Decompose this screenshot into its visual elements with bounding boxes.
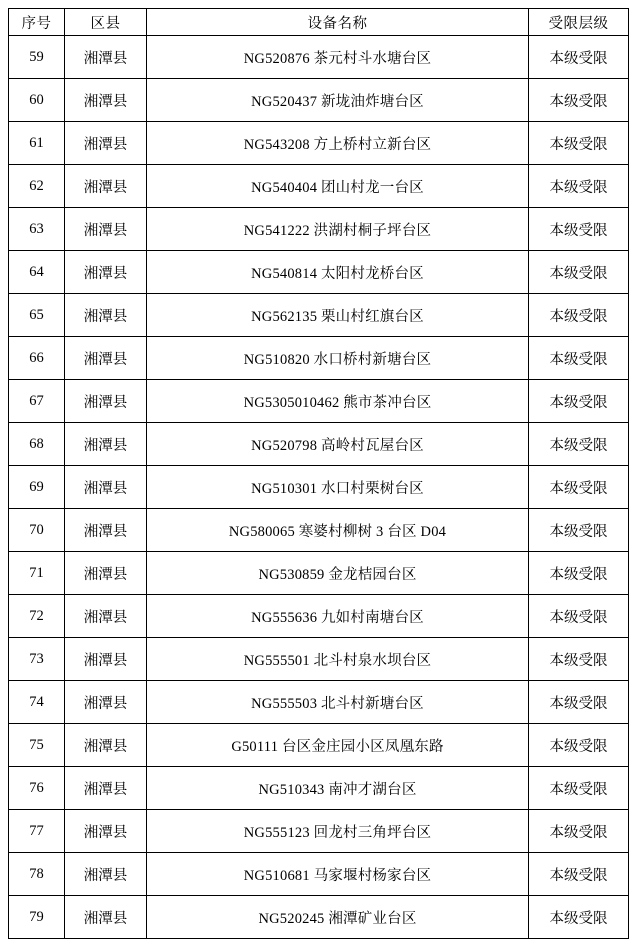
cell-restriction-level: 本级受限 xyxy=(529,165,629,208)
cell-sequence: 62 xyxy=(9,165,65,208)
cell-district: 湘潭县 xyxy=(65,380,147,423)
table-row xyxy=(9,552,629,595)
cell-restriction-level: 本级受限 xyxy=(529,638,629,681)
cell-sequence: 68 xyxy=(9,423,65,466)
cell-sequence: 59 xyxy=(9,36,65,79)
cell-district: 湘潭县 xyxy=(65,466,147,509)
cell-restriction-level: 本级受限 xyxy=(529,552,629,595)
cell-sequence: 71 xyxy=(9,552,65,595)
table-row xyxy=(9,294,629,337)
cell-district: 湘潭县 xyxy=(65,595,147,638)
cell-device-name: NG520876 茶元村斗水塘台区 xyxy=(147,36,529,79)
cell-restriction-level: 本级受限 xyxy=(529,79,629,122)
table-row xyxy=(9,595,629,638)
cell-sequence: 67 xyxy=(9,380,65,423)
cell-district: 湘潭县 xyxy=(65,681,147,724)
cell-restriction-level: 本级受限 xyxy=(529,853,629,896)
table-header-row xyxy=(9,9,629,36)
cell-district: 湘潭县 xyxy=(65,552,147,595)
cell-device-name: NG562135 栗山村红旗台区 xyxy=(147,294,529,337)
cell-district: 湘潭县 xyxy=(65,638,147,681)
cell-restriction-level: 本级受限 xyxy=(529,208,629,251)
table-row xyxy=(9,681,629,724)
column-header-sequence: 序号 xyxy=(9,9,65,36)
cell-device-name: NG540814 太阳村龙桥台区 xyxy=(147,251,529,294)
cell-device-name: NG540404 团山村龙一台区 xyxy=(147,165,529,208)
table-row xyxy=(9,509,629,552)
cell-device-name: NG510681 马家堰村杨家台区 xyxy=(147,853,529,896)
cell-device-name: NG580065 寒婆村柳树 3 台区 D04 xyxy=(147,509,529,552)
cell-restriction-level: 本级受限 xyxy=(529,122,629,165)
cell-restriction-level: 本级受限 xyxy=(529,767,629,810)
table-row xyxy=(9,423,629,466)
table-row xyxy=(9,896,629,939)
cell-sequence: 72 xyxy=(9,595,65,638)
cell-device-name: NG555636 九如村南塘台区 xyxy=(147,595,529,638)
cell-sequence: 77 xyxy=(9,810,65,853)
cell-device-name: NG5305010462 熊市茶冲台区 xyxy=(147,380,529,423)
table-row xyxy=(9,466,629,509)
restricted-devices-table xyxy=(8,8,629,939)
cell-restriction-level: 本级受限 xyxy=(529,595,629,638)
cell-district: 湘潭县 xyxy=(65,337,147,380)
table-row xyxy=(9,724,629,767)
table-row xyxy=(9,767,629,810)
table-row xyxy=(9,853,629,896)
table-row xyxy=(9,380,629,423)
table-header xyxy=(9,9,629,36)
cell-restriction-level: 本级受限 xyxy=(529,337,629,380)
column-header-district: 区县 xyxy=(65,9,147,36)
cell-district: 湘潭县 xyxy=(65,36,147,79)
cell-device-name: NG510820 水口桥村新塘台区 xyxy=(147,337,529,380)
table-row xyxy=(9,165,629,208)
cell-district: 湘潭县 xyxy=(65,509,147,552)
cell-sequence: 63 xyxy=(9,208,65,251)
cell-device-name: NG555503 北斗村新塘台区 xyxy=(147,681,529,724)
cell-restriction-level: 本级受限 xyxy=(529,509,629,552)
table-row xyxy=(9,638,629,681)
table-row xyxy=(9,810,629,853)
table-row xyxy=(9,251,629,294)
cell-restriction-level: 本级受限 xyxy=(529,380,629,423)
cell-district: 湘潭县 xyxy=(65,896,147,939)
cell-device-name: G50111 台区金庄园小区凤凰东路 xyxy=(147,724,529,767)
table-row xyxy=(9,79,629,122)
cell-district: 湘潭县 xyxy=(65,165,147,208)
table-body xyxy=(9,36,629,939)
cell-sequence: 64 xyxy=(9,251,65,294)
cell-restriction-level: 本级受限 xyxy=(529,294,629,337)
cell-sequence: 61 xyxy=(9,122,65,165)
cell-district: 湘潭县 xyxy=(65,208,147,251)
cell-restriction-level: 本级受限 xyxy=(529,36,629,79)
cell-device-name: NG555123 回龙村三角坪台区 xyxy=(147,810,529,853)
cell-device-name: NG520245 湘潭矿业台区 xyxy=(147,896,529,939)
cell-device-name: NG520437 新垅油炸塘台区 xyxy=(147,79,529,122)
cell-district: 湘潭县 xyxy=(65,294,147,337)
table-row xyxy=(9,337,629,380)
cell-district: 湘潭县 xyxy=(65,122,147,165)
cell-sequence: 65 xyxy=(9,294,65,337)
cell-district: 湘潭县 xyxy=(65,767,147,810)
cell-sequence: 73 xyxy=(9,638,65,681)
cell-sequence: 75 xyxy=(9,724,65,767)
cell-sequence: 76 xyxy=(9,767,65,810)
cell-device-name: NG520798 高岭村瓦屋台区 xyxy=(147,423,529,466)
column-header-device-name: 设备名称 xyxy=(147,9,529,36)
cell-sequence: 60 xyxy=(9,79,65,122)
table-row xyxy=(9,122,629,165)
cell-sequence: 70 xyxy=(9,509,65,552)
cell-device-name: NG530859 金龙桔园台区 xyxy=(147,552,529,595)
column-header-restriction-level: 受限层级 xyxy=(529,9,629,36)
cell-district: 湘潭县 xyxy=(65,251,147,294)
cell-district: 湘潭县 xyxy=(65,724,147,767)
cell-sequence: 74 xyxy=(9,681,65,724)
cell-sequence: 79 xyxy=(9,896,65,939)
cell-restriction-level: 本级受限 xyxy=(529,466,629,509)
cell-restriction-level: 本级受限 xyxy=(529,810,629,853)
cell-restriction-level: 本级受限 xyxy=(529,896,629,939)
table-row xyxy=(9,208,629,251)
cell-restriction-level: 本级受限 xyxy=(529,681,629,724)
cell-device-name: NG510301 水口村栗树台区 xyxy=(147,466,529,509)
cell-device-name: NG543208 方上桥村立新台区 xyxy=(147,122,529,165)
cell-device-name: NG541222 洪湖村桐子坪台区 xyxy=(147,208,529,251)
cell-device-name: NG510343 南冲才湖台区 xyxy=(147,767,529,810)
cell-restriction-level: 本级受限 xyxy=(529,251,629,294)
cell-district: 湘潭县 xyxy=(65,79,147,122)
cell-sequence: 66 xyxy=(9,337,65,380)
cell-restriction-level: 本级受限 xyxy=(529,724,629,767)
cell-restriction-level: 本级受限 xyxy=(529,423,629,466)
cell-sequence: 78 xyxy=(9,853,65,896)
cell-district: 湘潭县 xyxy=(65,423,147,466)
cell-sequence: 69 xyxy=(9,466,65,509)
cell-device-name: NG555501 北斗村泉水坝台区 xyxy=(147,638,529,681)
cell-district: 湘潭县 xyxy=(65,853,147,896)
cell-district: 湘潭县 xyxy=(65,810,147,853)
table-row xyxy=(9,36,629,79)
